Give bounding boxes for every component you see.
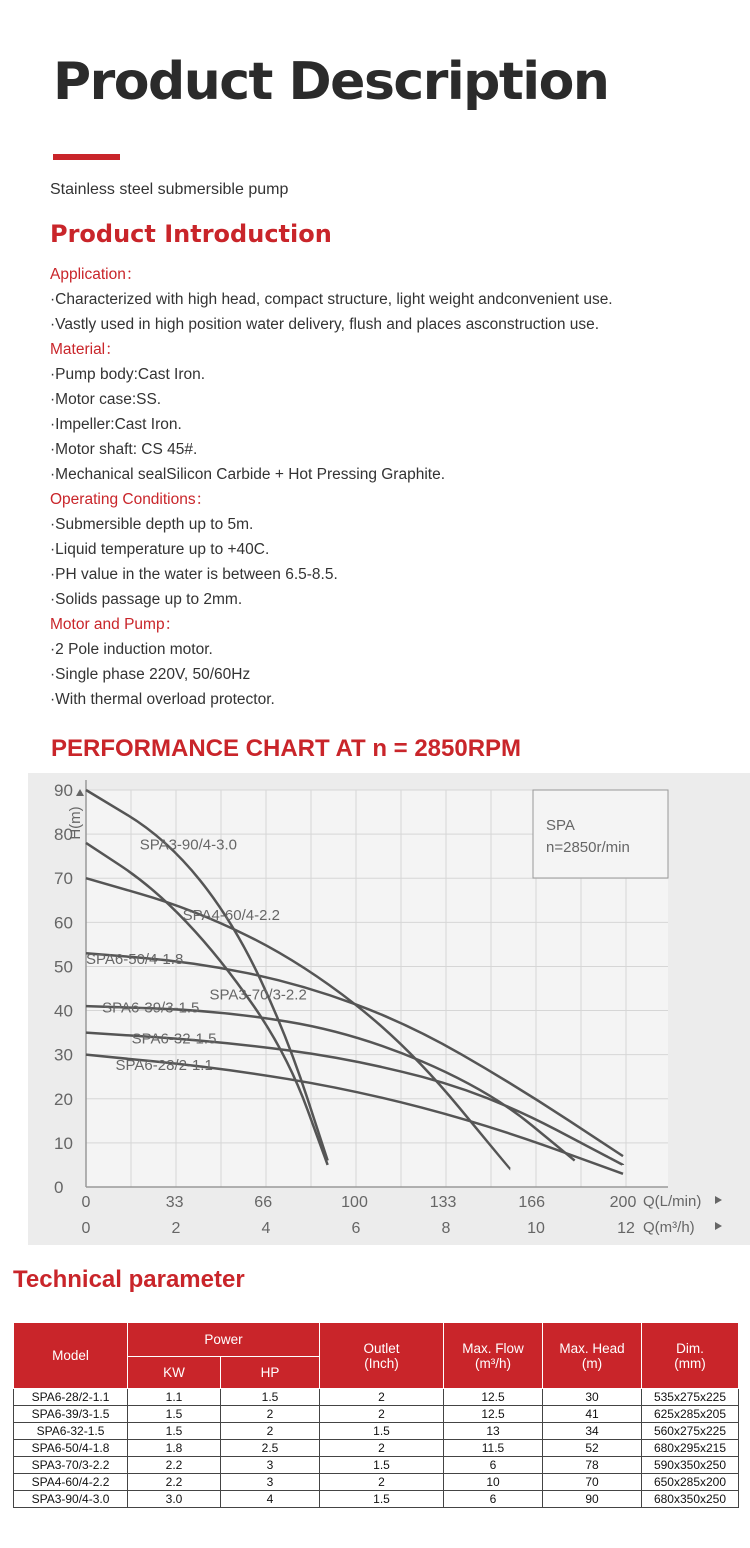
y-tick-label: 20 [54,1089,73,1109]
table-row [14,1491,739,1508]
curve-label: SPA4-60/4-2.2 [182,906,280,924]
technical-parameter-heading: Technical parameter [13,1266,245,1293]
x-tick-label: 33 [165,1194,184,1211]
col-dimensions: Dim. (mm) [642,1323,739,1389]
table-cell: 1.5 [221,1389,320,1406]
table-cell: 2 [221,1423,320,1440]
col-hp: HP [221,1357,320,1389]
table-cell: 2 [320,1440,444,1457]
bullet-line: ·Mechanical sealSilicon Carbide + Hot Pressing Graphite. [50,466,446,483]
table-cell: 1.8 [128,1440,221,1457]
table-cell: 4 [221,1491,320,1508]
bullet-line: ·Submersible depth up to 5m. [50,516,254,533]
table-cell: 2.2 [128,1457,221,1474]
x-tick-label: 66 [254,1194,273,1211]
bullet-line: ·Impeller:Cast Iron. [50,416,182,433]
table-cell: 78 [543,1457,642,1474]
y-tick-label: 30 [54,1045,73,1065]
x2-tick-label: 4 [261,1220,271,1237]
col-max-flow: Max. Flow (m³/h) [444,1323,543,1389]
table-cell: 6 [444,1457,543,1474]
x-tick-label: 166 [518,1194,546,1211]
curve-label: SPA6-39/3-1.5 [102,999,200,1017]
y-tick-label: 10 [54,1133,73,1153]
table-cell: 2.2 [128,1474,221,1491]
y-tick-label: 0 [54,1178,64,1197]
table-cell: 1.5 [320,1423,444,1440]
x2-tick-label: 12 [617,1220,635,1237]
table-cell: 2 [320,1406,444,1423]
y-tick-label: 80 [54,825,73,845]
table-row [14,1423,739,1440]
table-cell: 590x350x250 [642,1457,739,1474]
y-tick-label: 50 [54,957,73,977]
col-outlet: Outlet (Inch) [320,1323,444,1389]
product-subtitle: Stainless steel submersible pump [50,181,289,198]
table-row [14,1474,739,1491]
table-cell: SPA6-39/3-1.5 [14,1406,128,1423]
table-cell: 680x295x215 [642,1440,739,1457]
curve-label: SPA6-50/4-1.8 [86,951,184,969]
table-cell: 535x275x225 [642,1389,739,1406]
x-tick-label: 100 [341,1194,368,1211]
x2-axis-label: Q(m³/h) [643,1219,695,1236]
table-cell: 90 [543,1491,642,1508]
bullet-line: ·Vastly used in high position water delivery, flush and places asconstruction use. [50,316,600,333]
table-cell: SPA3-90/4-3.0 [14,1491,128,1508]
product-introduction-list [50,262,730,712]
x2-tick-label: 2 [171,1220,181,1237]
table-cell: 2 [320,1474,444,1491]
x-axis-label: Q(L/min) [643,1193,702,1210]
curve-label: SPA6-32-1.5 [131,1030,217,1048]
table-row [14,1406,739,1423]
table-cell: 3.0 [128,1491,221,1508]
table-cell: SPA3-70/3-2.2 [14,1457,128,1474]
table-cell: 3 [221,1474,320,1491]
table-cell: 625x285x205 [642,1406,739,1423]
table-cell: 1.5 [128,1423,221,1440]
col-model: Model [14,1323,128,1389]
bullet-line: ·Pump body:Cast Iron. [50,366,206,383]
table-cell: 10 [444,1474,543,1491]
table-cell: SPA4-60/4-2.2 [14,1474,128,1491]
table-cell: 70 [543,1474,642,1491]
y-tick-label: 60 [54,913,73,933]
table-cell: 30 [543,1389,642,1406]
table-cell: 2 [320,1389,444,1406]
table-cell: SPA6-50/4-1.8 [14,1440,128,1457]
bullet-line: ·Motor shaft: CS 45#. [50,441,198,458]
bullet-line: ·Single phase 220V, 50/60Hz [50,666,251,683]
table-cell: SPA6-28/2-1.1 [14,1389,128,1406]
table-cell: 1.1 [128,1389,221,1406]
table-cell: 680x350x250 [642,1491,739,1508]
title-accent-bar [53,154,120,160]
section-label: Application： [50,266,142,283]
y-tick-label: 40 [54,1001,73,1021]
col-kw: KW [128,1357,221,1389]
chart-subtitle: n=2850r/min [546,839,630,856]
bullet-line: ·2 Pole induction motor. [50,641,213,658]
bullet-line: ·Characterized with high head, compact structure, light weight andconvenient use. [50,291,613,308]
table-cell: SPA6-32-1.5 [14,1423,128,1440]
x-tick-label: 133 [429,1194,457,1211]
y-axis-label: H(m) [67,806,84,840]
section-label: Material： [50,341,121,358]
performance-chart [28,773,750,1245]
col-power: Power [128,1323,320,1357]
x2-tick-label: 8 [441,1220,451,1237]
bullet-line: ·Liquid temperature up to +40C. [50,541,270,558]
legend-box [533,790,668,878]
table-cell: 1.5 [128,1406,221,1423]
page-title: Product Description [53,52,609,112]
curve-label: SPA6-28/2-1.1 [115,1056,213,1074]
x2-tick-label: 10 [527,1220,545,1237]
table-cell: 560x275x225 [642,1423,739,1440]
table-cell: 2.5 [221,1440,320,1457]
y-tick-label: 90 [54,781,73,800]
section-label: Motor and Pump： [50,616,181,633]
table-row [14,1457,739,1474]
table-cell: 34 [543,1423,642,1440]
table-cell: 13 [444,1423,543,1440]
col-max-head: Max. Head (m) [543,1323,642,1389]
table-cell: 1.5 [320,1457,444,1474]
table-cell: 52 [543,1440,642,1457]
x-tick-label: 0 [81,1194,91,1211]
curve-label: SPA3-90/4-3.0 [139,836,237,854]
table-cell: 3 [221,1457,320,1474]
bullet-line: ·With thermal overload protector. [50,691,275,708]
technical-parameter-table [13,1322,739,1508]
performance-chart-heading: PERFORMANCE CHART AT n = 2850RPM [51,735,522,762]
bullet-line: ·PH value in the water is between 6.5-8.5. [50,566,338,583]
y-tick-label: 70 [54,869,73,889]
table-cell: 11.5 [444,1440,543,1457]
table-cell: 650x285x200 [642,1474,739,1491]
table-cell: 12.5 [444,1389,543,1406]
x2-tick-label: 0 [81,1220,91,1237]
table-cell: 6 [444,1491,543,1508]
table-row [14,1389,739,1406]
table-cell: 2 [221,1406,320,1423]
curve-label: SPA3-70/3-2.2 [209,986,307,1004]
bullet-line: ·Solids passage up to 2mm. [50,591,243,608]
table-cell: 1.5 [320,1491,444,1508]
x-tick-label: 200 [609,1194,637,1211]
section-label: Operating Conditions： [50,491,212,508]
table-cell: 41 [543,1406,642,1423]
table-row [14,1440,739,1457]
product-introduction-heading: Product Introduction [50,220,332,248]
table-cell: 12.5 [444,1406,543,1423]
chart-title: SPA [546,817,575,834]
x2-tick-label: 6 [351,1220,361,1237]
bullet-line: ·Motor case:SS. [50,391,162,408]
